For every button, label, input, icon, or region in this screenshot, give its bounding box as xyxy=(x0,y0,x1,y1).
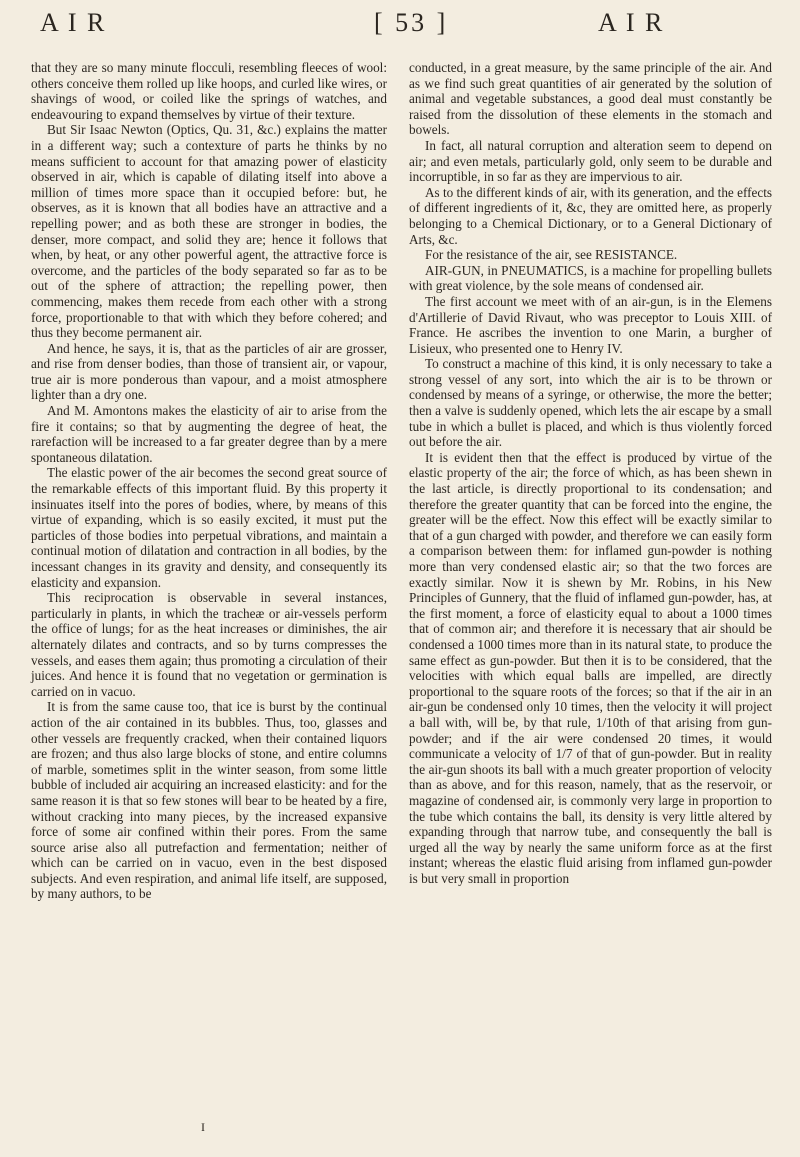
running-header xyxy=(26,4,774,38)
signature-mark: I xyxy=(201,1120,205,1134)
left-column xyxy=(31,60,387,902)
right-column xyxy=(409,60,772,886)
paragraph: And M. Amontons makes the elasticity of air to arise from the fire it contains; so that by augmenting the degree of heat, the rarefaction will be increased to a far greater degree than by a mere spontaneous dilatation. xyxy=(31,403,387,465)
page-number: [ 53 ] xyxy=(374,8,449,37)
paragraph: The elastic power of the air becomes the second great source of the remarkable effects of this important fluid. By this property it insinuates itself into the pores of bodies, where, by means of this virtue of expanding, which is so easily excited, it must put the particles of those bodies into perpetual vibrations, and maintain a continual motion of dilatation and contraction in all bodies, by the incessant changes in its gravity and density, and consequently its elasticity and expansion. xyxy=(31,465,387,590)
paragraph: For the resistance of the air, see RESISTANCE. xyxy=(425,247,678,263)
paragraph: In fact, all natural corruption and alteration seem to depend on air; and even metals, particularly gold, only seem to be durable and incorruptible, in so far as they are impervious to air. xyxy=(409,137,772,185)
header-left-word: A I R xyxy=(40,8,107,37)
paragraph: The first account we meet with of an air-gun, is in the Elemens d'Artillerie of David Rivaut, who was preceptor to Louis XIII. of France. He ascribes the invention to one Marin, a burgher of Lisieux, who presented one to Henry IV. xyxy=(409,293,772,356)
paragraph: And hence, he says, it is, that as the particles of air are grosser, and rise from denser bodies, than those of transient air, or vapour, true air is more ponderous than vapour, and a moist atmosphere lighter than a dry one. xyxy=(31,340,387,403)
paragraph: that they are so many minute flocculi, resembling fleeces of wool: others conceive them rolled up like hoops, and curled like wires, or shavings of wood, or coiled like the springs of watches, and endeavouring to expand themselves by virtue of their texture. xyxy=(31,60,387,122)
paragraph: conducted, in a great measure, by the same principle of the air. And as we find such great quantities of air generated by the solution of animal and vegetable substances, a good deal must constantly be raised from the dissolution of these elements in the stomach and bowels. xyxy=(409,60,772,138)
paragraph: As to the different kinds of air, with its generation, and the effects of different ingredients of it, &c, they are omitted here, as properly belonging to a Chemical Dictionary, or to a General Dictionary of Arts, &c. xyxy=(409,184,772,247)
paragraph: To construct a machine of this kind, it is only necessary to take a strong vessel of any sort, into which the air is to be thrown or condensed by means of a syringe, or otherwise, the more the better; then a valve is suddenly opened, which lets the air escape by a small tube in which a bullet is placed, and which is thus violently forced out before the air. xyxy=(409,356,772,450)
paragraph: It is from the same cause too, that ice is burst by the continual action of the air contained in its bubbles. Thus, too, glasses and other vessels are frequently cracked, when their contained liquors are frozen; and thus also large blocks of stone, and entire columns of marble, sometimes split in the winter season, from some little bubble of included air acquiring an increased elasticity: and for the same reason it is that so few stones will bear to be heated by a fire, without cracking into many pieces, by the increased expansive force of some air confined within their pores. From the same source arise also all putrefaction and fermentation; neither of which can be carried on in vacuo, even in the best disposed subjects. And even respiration, and animal life itself, are supposed, by many authors, to be xyxy=(31,699,387,902)
header-right-word: A I R xyxy=(598,8,665,37)
paragraph: It is evident then that the effect is produced by virtue of the elastic property of the air; the force of which, as has been shewn in the last article, is directly proportional to its condensation; and therefore the greater quantity that can be forced into the engine, the greater will be the effect. Now this effect will be exactly similar to that of a gun charged with powder, and therefore we can easily form a comparison between them: for inflamed gun-powder is nothing more than very condensed elastic air; so that the two forces are exactly similar. Now it is shewn by Mr. Robins, in his New Principles of Gunnery, that the fluid of inflamed gun-powder, has, at the first moment, a force of elasticity equal to about a 1000 times that of common air; and therefore it is necessary that air should be condensed a 1000 times more than in its natural state, to produce the same effect as gun-powder. But then it is to be considered, that the velocities with which equal balls are impelled, are directly proportional to the square roots of the forces; so that if the air in an air-gun be condensed only 10 times, then the velocity it will project a ball with, will be, by that rule, 1/10th of that arising from gun-powder; and if the air were condensed 20 times, it would communicate a velocity of 1/7 of that of gun-powder. But in reality the air-gun shoots its ball with a much greater proportion of velocity than as above, and for this reason, namely, that as the reservoir, or magazine of condensed air, is commonly very large in proportion to the tube which contains the ball, its density is very little altered by expanding through that narrow tube, and consequently the ball is urged all the way by nearly the same uniform force as at the first instant; whereas the elastic fluid arising from inflamed gun-powder is but very small in proportion xyxy=(409,449,772,886)
paragraph: AIR-GUN, in PNEUMATICS, is a machine for propelling bullets with great violence, by the sole means of condensed air. xyxy=(409,262,772,294)
paragraph: But Sir Isaac Newton (Optics, Qu. 31, &c.) explains the matter in a different way; such a contexture of parts he thinks by no means sufficient to account for that amazing power of elasticity observed in air, which is capable of dilating itself into above a million of times more space than it occupied before: but, he observes, as it is known that all bodies have an attractive and a repelling power; and as both these are stronger in bodies, the denser, more compact, and solid they are; hence it follows that when, by heat, or any other powerful agent, the attractive force is overcome, and the particles of the body separated so far as to be out of the sphere of attraction; the repelling power, then commencing, makes them recede from each other with a strong force, proportionable to that with which they before cohered; and thus they become permanent air. xyxy=(31,122,387,341)
paragraph: This reciprocation is observable in several instances, particularly in plants, in which the tracheæ or air-vessels perform the office of lungs; for as the heat increases or diminishes, the air alternately dilates and contracts, and so by turns compresses the vessels, and eases them again; thus promoting a circulation of their juices. And hence it is found that no vegetation or germination is carried on in vacuo. xyxy=(31,590,387,699)
